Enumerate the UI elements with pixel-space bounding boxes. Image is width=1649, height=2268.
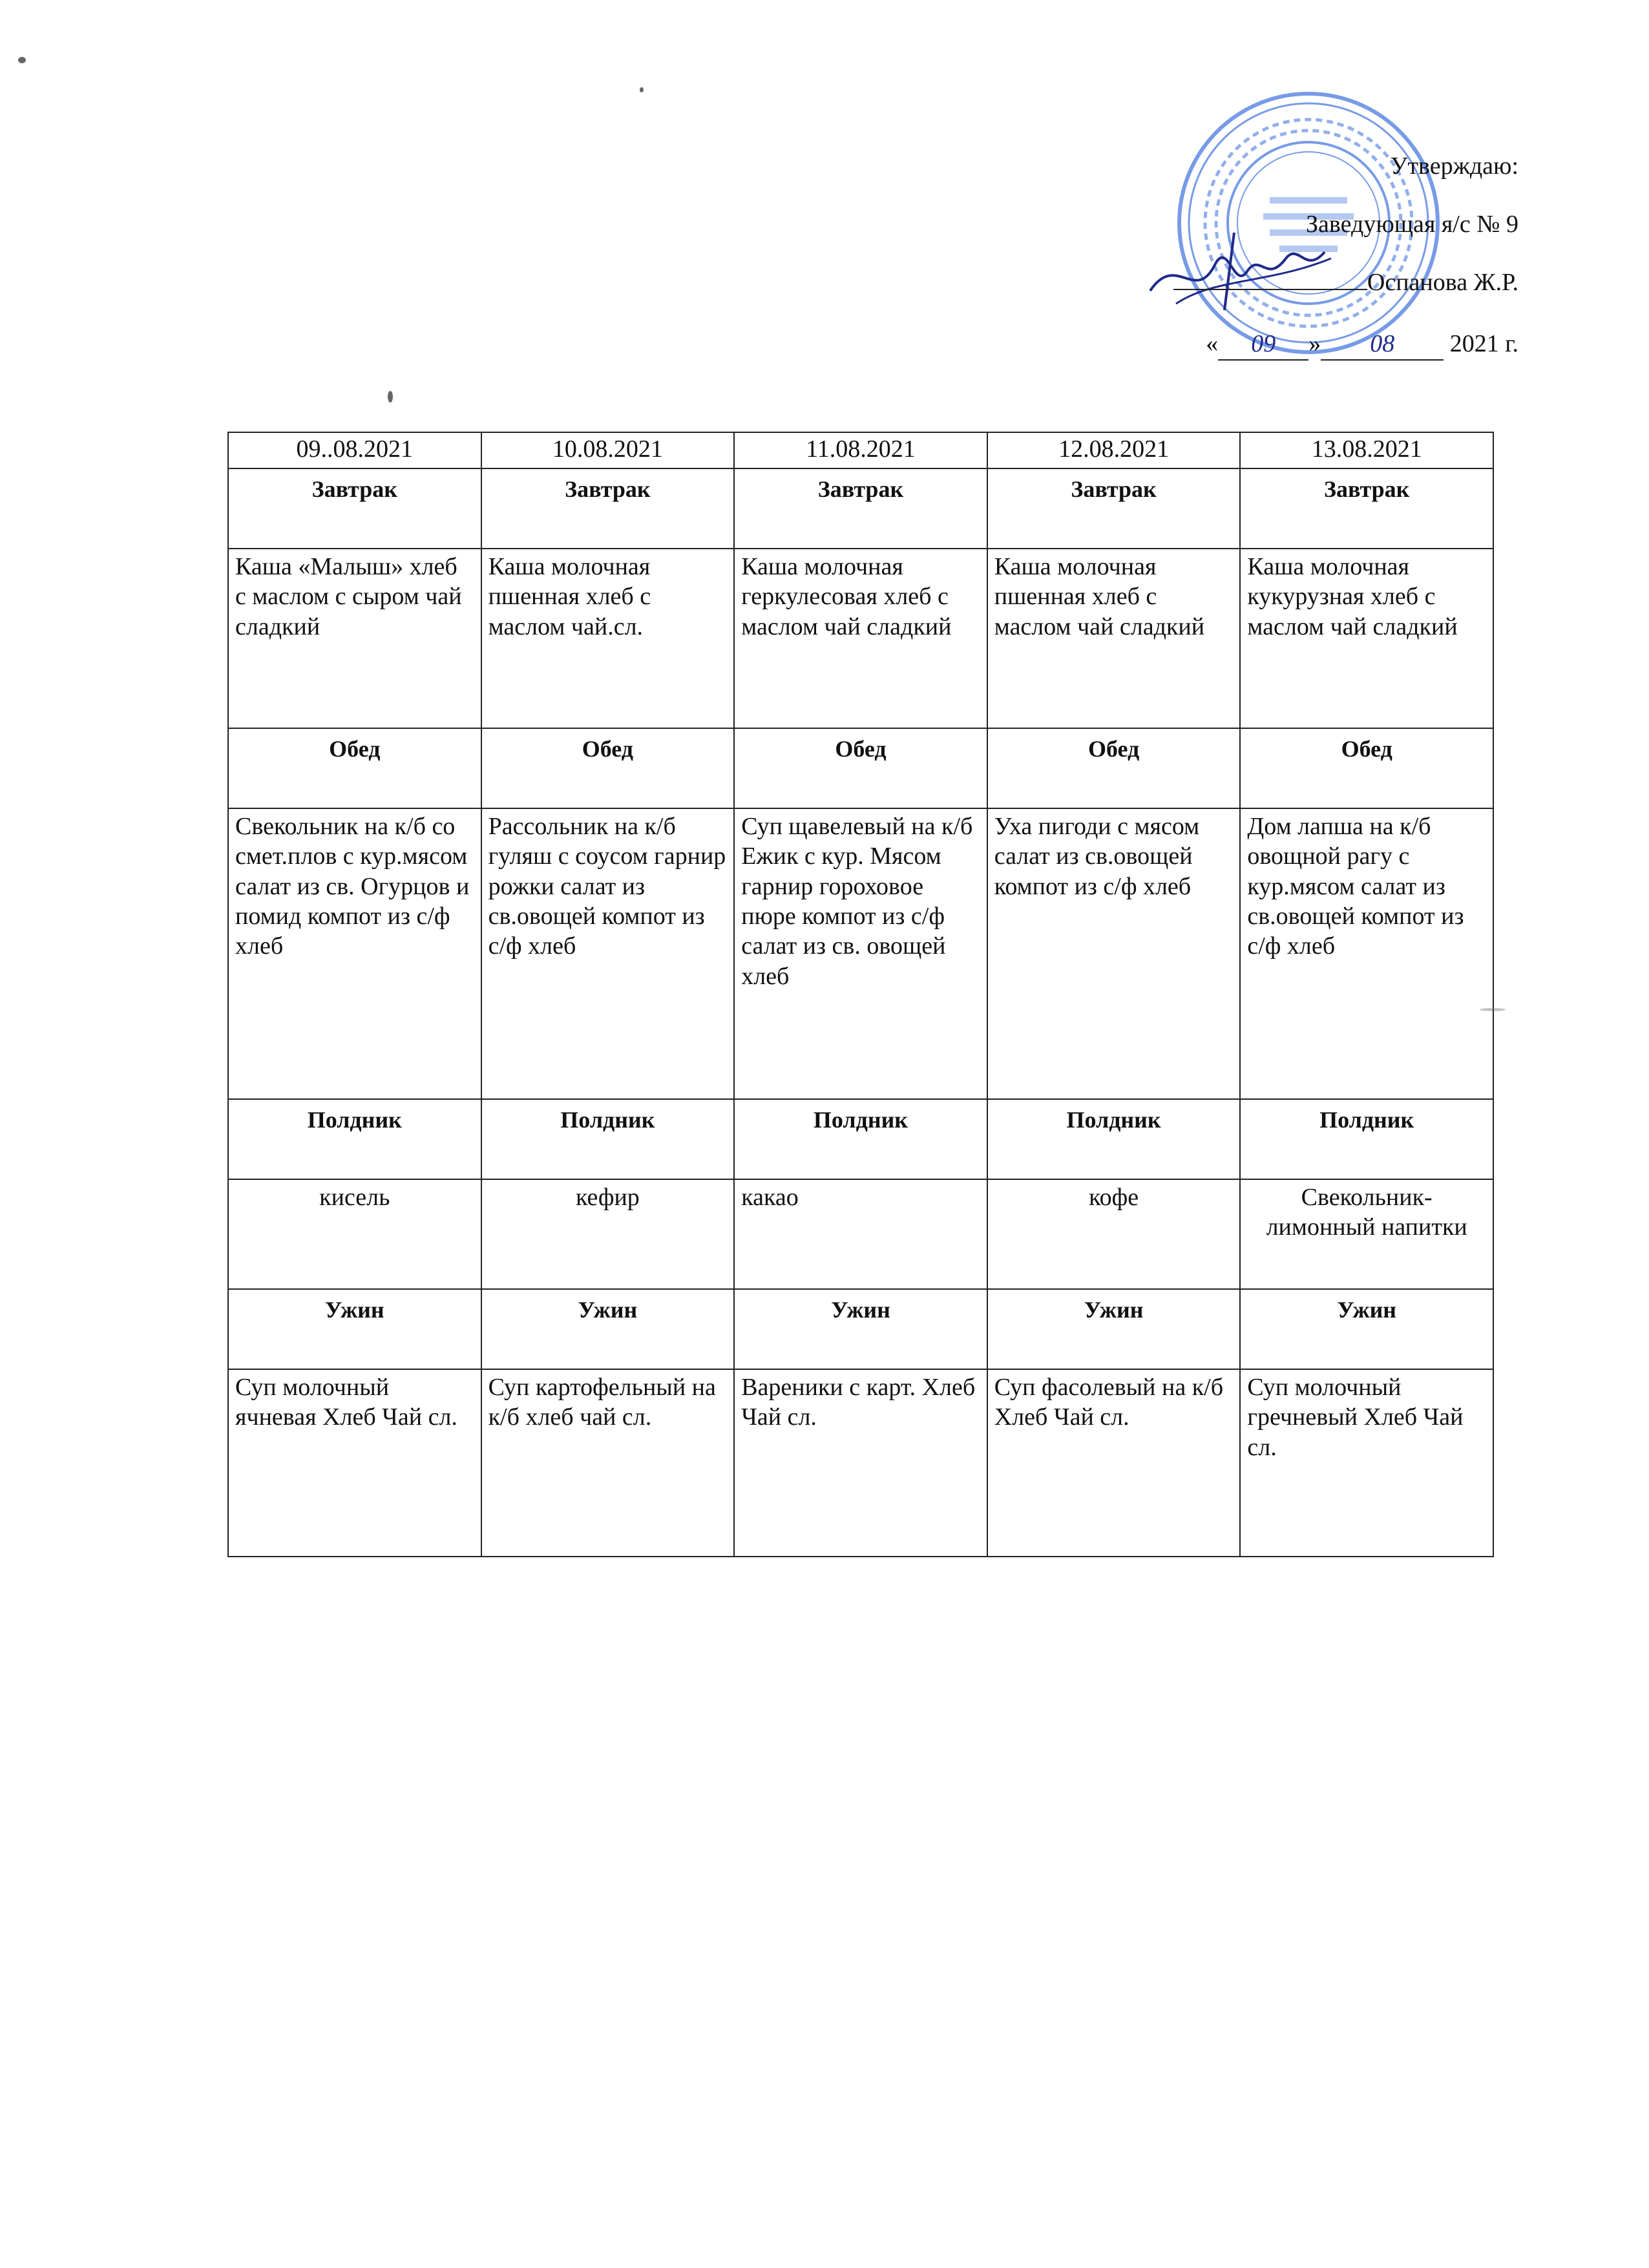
meal-header-lunch: Обед: [1240, 728, 1493, 808]
lunch-item: Рассольник на к/б гуляш с соусом гарнир рожки салат из св.овощей компот из с/ф хлеб: [481, 808, 735, 1099]
meal-header-dinner: Ужин: [987, 1289, 1241, 1369]
meal-header-lunch: Обед: [481, 728, 735, 808]
approval-signature-line: [1173, 268, 1518, 298]
scan-speck: [18, 57, 26, 63]
meal-header-snack: Полдник: [987, 1099, 1241, 1179]
date-month: 08: [1321, 330, 1444, 361]
meal-header-dinner: Ужин: [1240, 1289, 1493, 1369]
dinner-item: Суп картофельный на к/б хлеб чай сл.: [481, 1369, 735, 1557]
approval-position: Заведующая я/с № 9: [1306, 211, 1518, 238]
meal-header-breakfast: Завтрак: [1240, 468, 1493, 549]
snack-item: кефир: [481, 1179, 735, 1289]
snack-item: кофе: [987, 1179, 1241, 1289]
lunch-item: Свекольник на к/б со смет.плов с кур.мясом салат из св. Огурцов и помид компот из с/ф хлеб: [228, 808, 481, 1099]
date-close-quote: »: [1308, 330, 1321, 357]
breakfast-items-row: [228, 549, 1493, 728]
meal-header-breakfast: Завтрак: [987, 468, 1241, 549]
meal-header-snack: Полдник: [228, 1099, 481, 1179]
lunch-item: Уха пигоди с мясом салат из св.овощей компот из с/ф хлеб: [987, 808, 1241, 1099]
date-cell: 11.08.2021: [734, 432, 987, 468]
meal-header-breakfast: Завтрак: [481, 468, 735, 549]
date-year: 2021 г.: [1449, 330, 1518, 357]
meal-header-snack: Полдник: [1240, 1099, 1493, 1179]
lunch-header-row: [228, 728, 1493, 808]
dinner-header-row: [228, 1289, 1493, 1369]
snack-header-row: [228, 1099, 1493, 1179]
breakfast-item: Каша «Малыш» хлеб с маслом с сыром чай сладкий: [228, 549, 481, 728]
meal-header-dinner: Ужин: [228, 1289, 481, 1369]
meal-header-snack: Полдник: [734, 1099, 987, 1179]
lunch-items-row: [228, 808, 1493, 1099]
approval-date: [1206, 330, 1518, 361]
dinner-item: Суп молочный гречневый Хлеб Чай сл.: [1240, 1369, 1493, 1557]
dates-row: [228, 432, 1493, 468]
meal-header-dinner: Ужин: [734, 1289, 987, 1369]
meal-header-dinner: Ужин: [481, 1289, 735, 1369]
breakfast-item: Каша молочная геркулесовая хлеб с маслом чай сладкий: [734, 549, 987, 728]
meal-header-lunch: Обед: [987, 728, 1241, 808]
date-day: 09: [1218, 330, 1308, 361]
snack-items-row: [228, 1179, 1493, 1289]
scan-speck: [1480, 1008, 1506, 1011]
scan-speck: [388, 391, 393, 403]
lunch-item: Суп щавелевый на к/б Ежик с кур. Мясом гарнир гороховое пюре компот из с/ф салат из св. овощей хлеб: [734, 808, 987, 1099]
date-cell: 10.08.2021: [481, 432, 735, 468]
dinner-item: Суп фасолевый на к/б Хлеб Чай сл.: [987, 1369, 1241, 1557]
weekly-menu-table: [227, 432, 1494, 1557]
dinner-item: Вареники с карт. Хлеб Чай сл.: [734, 1369, 987, 1557]
signature-underline: [1173, 289, 1367, 290]
meal-header-breakfast: Завтрак: [734, 468, 987, 549]
approval-title: Утверждаю:: [1390, 152, 1518, 180]
meal-header-breakfast: Завтрак: [228, 468, 481, 549]
snack-item: кисель: [228, 1179, 481, 1289]
approval-name: Оспанова Ж.Р.: [1367, 269, 1518, 296]
date-cell: 12.08.2021: [987, 432, 1241, 468]
dinner-items-row: [228, 1369, 1493, 1557]
breakfast-item: Каша молочная кукурузная хлеб с маслом чай сладкий: [1240, 549, 1493, 728]
dinner-item: Суп молочный ячневая Хлеб Чай сл.: [228, 1369, 481, 1557]
meal-header-lunch: Обед: [228, 728, 481, 808]
snack-item: Свекольник-лимонный напитки: [1240, 1179, 1493, 1289]
snack-item: какао: [734, 1179, 987, 1289]
meal-header-lunch: Обед: [734, 728, 987, 808]
breakfast-item: Каша молочная пшенная хлеб с маслом чай.сл.: [481, 549, 735, 728]
lunch-item: Дом лапша на к/б овощной рагу с кур.мясом салат из св.овощей компот из с/ф хлеб: [1240, 808, 1493, 1099]
date-cell: 13.08.2021: [1240, 432, 1493, 468]
meal-header-snack: Полдник: [481, 1099, 735, 1179]
breakfast-header-row: [228, 468, 1493, 549]
date-cell: 09..08.2021: [228, 432, 481, 468]
scan-speck: [640, 87, 644, 92]
date-open-quote: «: [1206, 330, 1219, 357]
breakfast-item: Каша молочная пшенная хлеб с маслом чай сладкий: [987, 549, 1241, 728]
